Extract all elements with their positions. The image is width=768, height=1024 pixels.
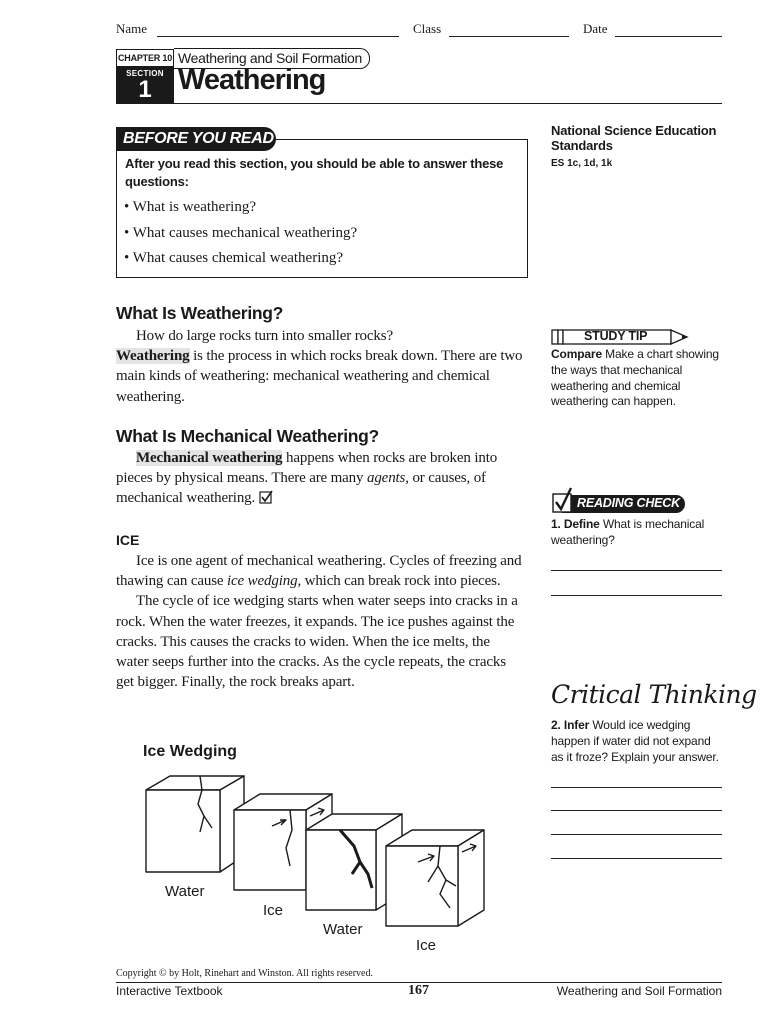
text: is the process in which rocks break down. There are two main kinds of weathering: mechanical weathering and chemical weathering. [116, 348, 523, 405]
text: Ice is one agent of mechanical weathering. Cycles of freezing and thawing can cause [116, 553, 522, 590]
standards-title: National Science Education Standards [551, 123, 717, 153]
section-number: 1 [138, 76, 152, 103]
before-you-read-heading: BEFORE YOU READ [116, 127, 276, 151]
paragraph-mechanical [116, 448, 526, 509]
figure-label-water: Water [323, 921, 363, 938]
section-badge [116, 67, 174, 104]
paragraph-ice-cycle: The cycle of ice wedging starts when water seeps into cracks in a rock. When the water freezes, it expands. The ice pushes against the cracks. This causes the cracks to widen. When the ice melts, the water seeps further into the cracks. As the cycle repeats, the cracks get bigger. Finally, the rock breaks apart. [116, 593, 518, 691]
heading-mechanical-weathering: What Is Mechanical Weathering? [116, 426, 379, 446]
text: happens when rocks are broken into pieces by physical means. There are many [116, 450, 498, 487]
text: What is mechanical weathering? [551, 517, 705, 547]
reading-check-label: READING CHECK [577, 496, 680, 510]
text: Would ice wedging happen if water did not expand as it froze? Explain your answer. [551, 718, 719, 764]
chapter-label: CHAPTER 10 [116, 49, 174, 67]
standards-codes: ES 1c, 1d, 1k [551, 158, 613, 169]
paragraph-ice [116, 551, 526, 692]
class-field-line[interactable] [449, 36, 569, 37]
class-label: Class [413, 21, 442, 36]
answer-line[interactable] [551, 858, 722, 859]
chapter-title: Weathering and Soil Formation [174, 48, 370, 69]
name-field-line[interactable] [157, 36, 399, 37]
rock-block-1 [146, 776, 244, 872]
critical-thinking-title: Critical Thinking [551, 680, 757, 709]
reading-check-lead: 1. Define [551, 517, 600, 531]
study-tip-label: STUDY TIP [584, 329, 648, 343]
page-title: Weathering [178, 64, 326, 96]
answer-line[interactable] [551, 595, 722, 596]
vocab-term-mechanical-weathering: Mechanical weathering [136, 450, 283, 466]
text: Make a chart showing the ways that mechanical weathering and chemical weathering can happen. [551, 347, 719, 409]
footer-chapter-title: Weathering and Soil Formation [556, 984, 722, 998]
term-ice-wedging: ice wedging [227, 573, 298, 590]
answer-line[interactable] [551, 787, 722, 788]
answer-line[interactable] [551, 570, 722, 571]
critical-thinking-question [551, 718, 726, 765]
figure-label-ice: Ice [416, 937, 437, 954]
footer-book-title: Interactive Textbook [116, 984, 223, 998]
rock-block-4 [386, 830, 484, 926]
study-tip-lead: Compare [551, 347, 602, 361]
question-item: • What is weathering? [124, 199, 257, 215]
heading-what-is-weathering: What Is Weathering? [116, 303, 284, 323]
copyright: Copyright © by Holt, Rinehart and Winston. All rights reserved. [116, 968, 373, 979]
section-label: SECTION [126, 69, 164, 78]
date-label: Date [583, 21, 608, 36]
ice-wedging-diagram [140, 770, 490, 930]
critical-thinking-lead: 2. Infer [551, 718, 590, 732]
answer-line[interactable] [551, 810, 722, 811]
figure-label-water: Water [165, 883, 205, 900]
term-agents: agents [366, 470, 406, 487]
check-box-icon [259, 490, 273, 504]
text: How do large rocks turn into smaller rocks? [136, 328, 393, 344]
page-number: 167 [408, 983, 429, 998]
name-label: Name [116, 21, 148, 36]
vocab-term-weathering: Weathering [116, 348, 190, 365]
heading-ice: ICE [116, 532, 140, 548]
question-item: • What causes mechanical weathering? [124, 225, 358, 241]
study-tip-text [551, 347, 726, 410]
question-item: • What causes chemical weathering? [124, 250, 344, 266]
figure-label-ice: Ice [263, 902, 284, 919]
answer-line[interactable] [551, 834, 722, 835]
text: , or causes, of mechanical weathering. [116, 470, 486, 507]
paragraph-weathering [116, 326, 526, 407]
before-you-read-intro: After you read this section, you should be able to answer these questions: [125, 156, 504, 189]
reading-check-question [551, 517, 726, 549]
date-field-line[interactable] [615, 36, 722, 37]
figure-title: Ice Wedging [143, 743, 237, 760]
text: , which can break rock into pieces. [297, 573, 501, 590]
title-divider [174, 103, 722, 104]
